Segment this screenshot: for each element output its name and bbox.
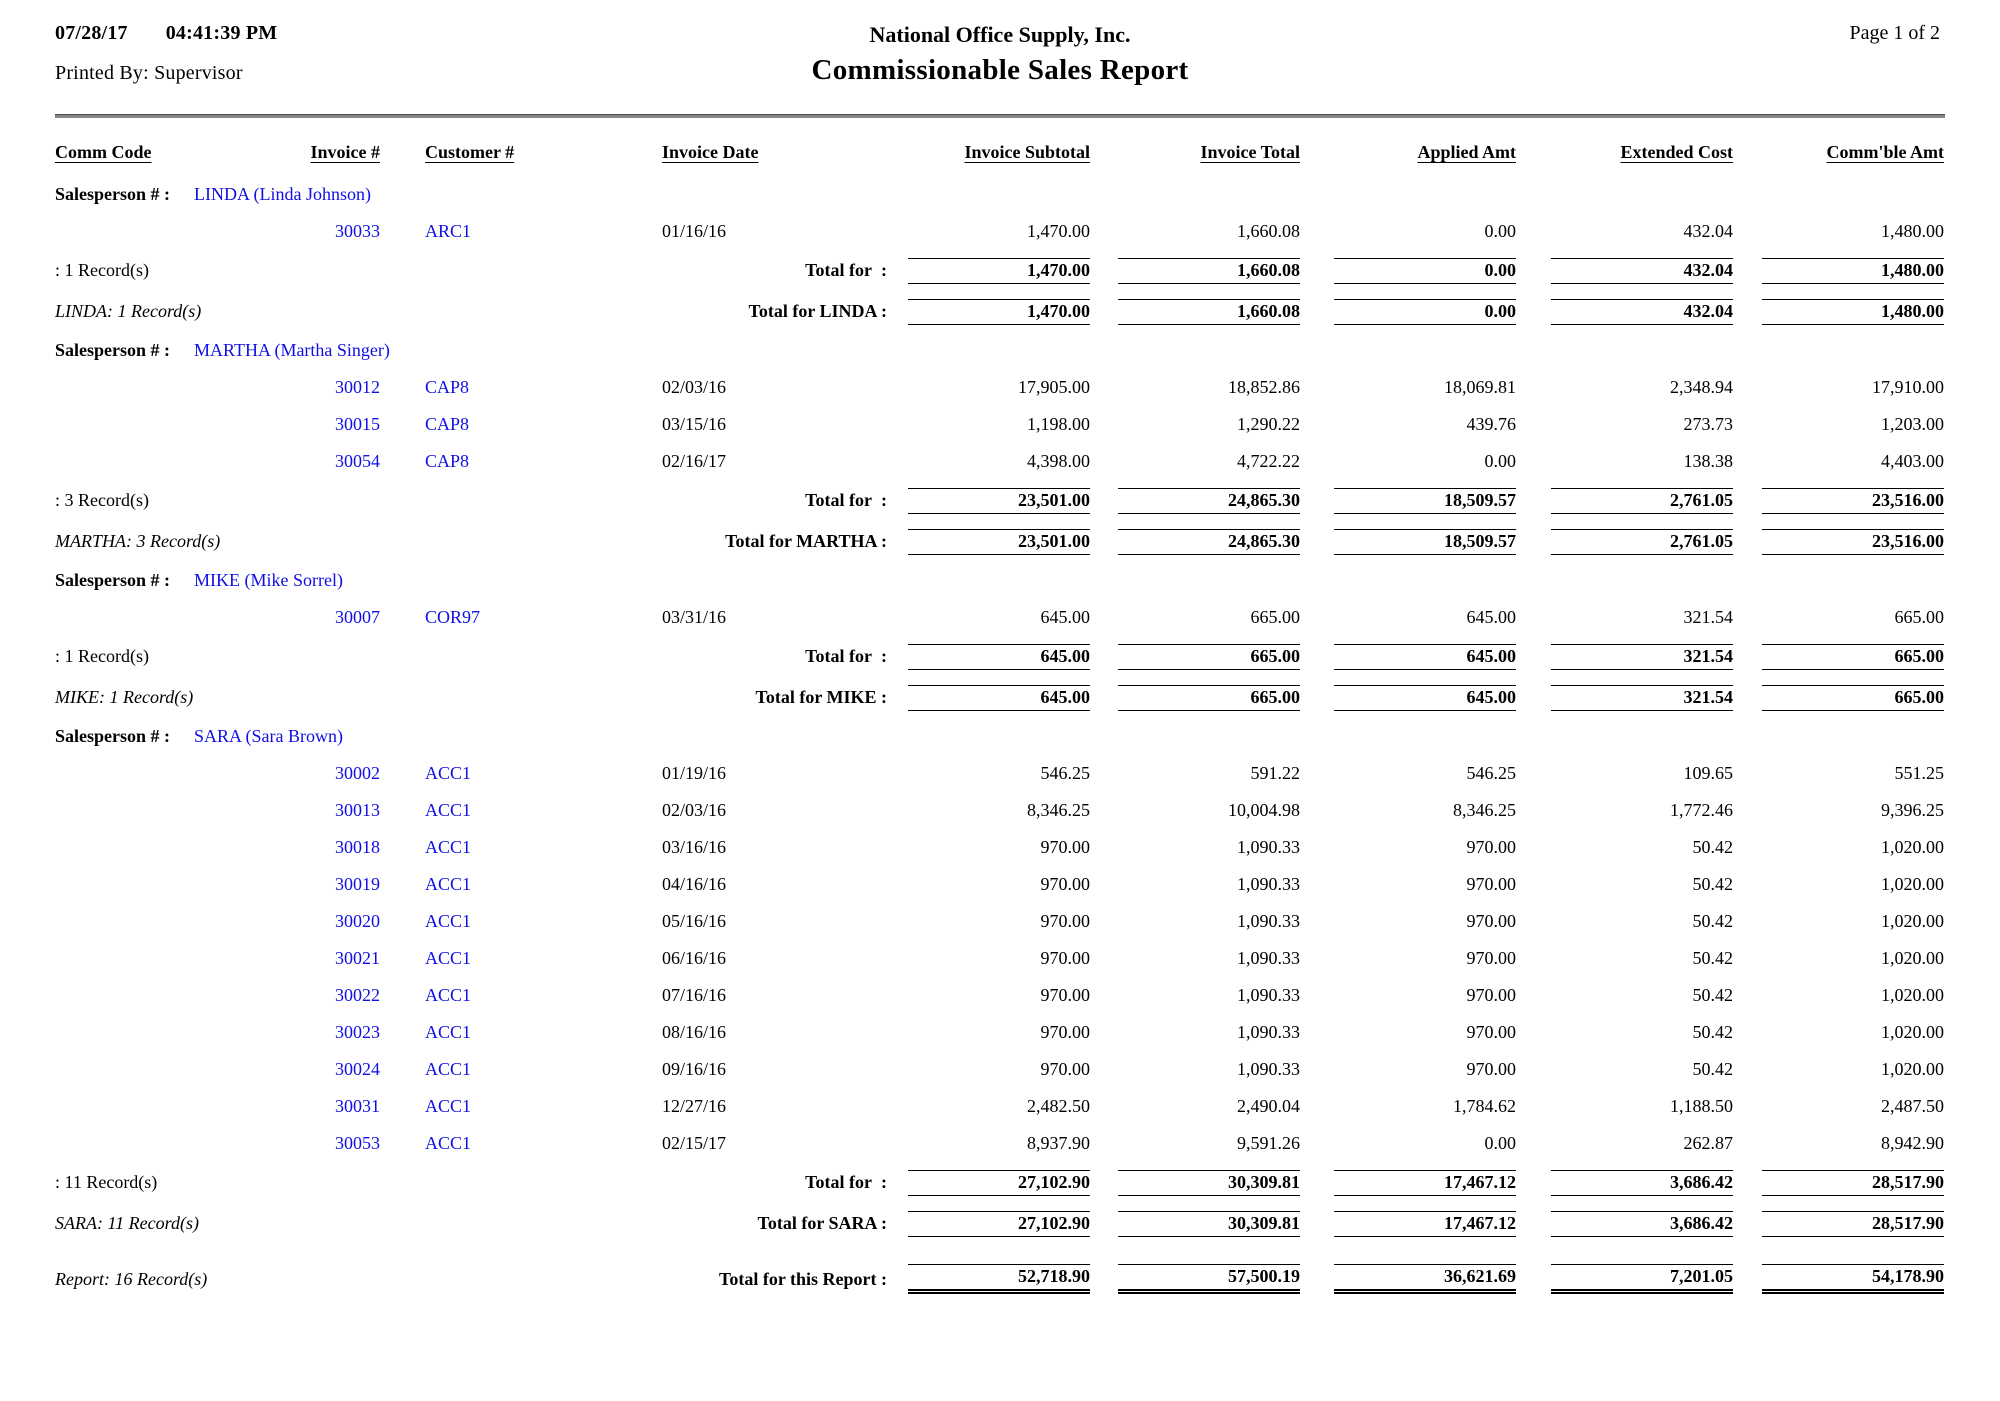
- subtotal-amount-cell: [1516, 1170, 1733, 1196]
- customer-number: CAP8: [425, 451, 470, 471]
- amount-cell: 0.00: [1484, 451, 1516, 471]
- group-total-amount-cell: [1733, 685, 1944, 711]
- invoice-number: 30018: [335, 837, 380, 857]
- amount-cell: 665.00: [1250, 607, 1300, 627]
- invoice-row: [55, 829, 1944, 866]
- invoice-date: 04/16/16: [662, 874, 727, 894]
- group-total-row: [55, 1203, 1944, 1244]
- amount-cell: 18,852.86: [1228, 377, 1300, 397]
- subtotal-amount: 1,480.00: [1762, 258, 1944, 284]
- invoice-row: [55, 406, 1944, 443]
- invoice-row: [55, 1125, 1944, 1162]
- invoice-date: 02/03/16: [662, 800, 727, 820]
- amount-cell: 1,020.00: [1881, 911, 1944, 931]
- subtotal-label: Total for :: [805, 490, 887, 510]
- amount-cell: 18,069.81: [1444, 377, 1516, 397]
- customer-number: ACC1: [425, 1022, 472, 1042]
- group-total-amount-cell: [1733, 1211, 1944, 1237]
- subtotal-amount: 23,501.00: [908, 488, 1090, 514]
- amount-cell: 645.00: [1466, 607, 1516, 627]
- group-total-amount-cell: [1300, 529, 1516, 555]
- report-total-amount: 36,621.69: [1334, 1264, 1516, 1294]
- invoice-row: [55, 866, 1944, 903]
- subtotal-amount: 1,470.00: [908, 258, 1090, 284]
- record-count-label: : 11 Record(s): [55, 1172, 158, 1192]
- subtotal-amount-cell: [1300, 258, 1516, 284]
- amount-cell: 1,784.62: [1453, 1096, 1516, 1116]
- invoice-row: [55, 599, 1944, 636]
- amount-cell: 1,090.33: [1237, 1059, 1300, 1079]
- group-total-amount: 27,102.90: [908, 1211, 1090, 1237]
- amount-cell: 1,290.22: [1237, 414, 1300, 434]
- subtotal-amount: 30,309.81: [1118, 1170, 1300, 1196]
- col-header-applied-amt: Applied Amt: [1417, 141, 1516, 162]
- printed-by: Printed By: Supervisor: [55, 62, 243, 84]
- amount-cell: 1,020.00: [1881, 1022, 1944, 1042]
- report-total-amount-cell: [887, 1264, 1090, 1294]
- amount-cell: 970.00: [1040, 837, 1090, 857]
- invoice-number: 30007: [335, 607, 380, 627]
- col-header-invoice-total: Invoice Total: [1200, 141, 1300, 162]
- subtotal-amount-cell: [887, 644, 1090, 670]
- group-total-amount: 432.04: [1551, 299, 1733, 325]
- group-total-amount-cell: [1300, 299, 1516, 325]
- amount-cell: 17,910.00: [1872, 377, 1944, 397]
- customer-number: ACC1: [425, 874, 472, 894]
- amount-cell: 2,490.04: [1237, 1096, 1300, 1116]
- subtotal-amount-cell: [1733, 488, 1944, 514]
- customer-number: ACC1: [425, 1059, 472, 1079]
- group-total-amount: 1,660.08: [1118, 299, 1300, 325]
- salesperson-row: [55, 332, 1944, 369]
- amount-cell: 1,772.46: [1670, 800, 1733, 820]
- group-total-amount-cell: [887, 299, 1090, 325]
- amount-cell: 8,346.25: [1453, 800, 1516, 820]
- group-record-count: MARTHA: 3 Record(s): [55, 531, 221, 551]
- invoice-date: 01/16/16: [662, 221, 727, 241]
- header-center: [0, 16, 2000, 87]
- amount-cell: 138.38: [1683, 451, 1733, 471]
- group-total-amount: 0.00: [1334, 299, 1516, 325]
- group-total-amount-cell: [1090, 299, 1300, 325]
- amount-cell: 8,937.90: [1027, 1133, 1090, 1153]
- amount-cell: 1,470.00: [1027, 221, 1090, 241]
- subtotal-amount-cell: [1516, 258, 1733, 284]
- amount-cell: 1,090.33: [1237, 911, 1300, 931]
- subtotal-label: Total for :: [805, 646, 887, 666]
- subtotal-amount-cell: [1516, 644, 1733, 670]
- invoice-number: 30023: [335, 1022, 380, 1042]
- page-number: Page 1 of 2: [1849, 22, 1940, 44]
- amount-cell: 1,198.00: [1027, 414, 1090, 434]
- group-total-row: [55, 677, 1944, 718]
- group-total-amount-cell: [887, 1211, 1090, 1237]
- invoice-row: [55, 1088, 1944, 1125]
- amount-cell: 970.00: [1466, 911, 1516, 931]
- salesperson-cell: [55, 570, 1090, 591]
- customer-number: ARC1: [425, 221, 472, 241]
- group-total-amount: 30,309.81: [1118, 1211, 1300, 1237]
- group-total-amount-cell: [1300, 1211, 1516, 1237]
- invoice-number: 30019: [335, 874, 380, 894]
- invoice-number: 30021: [335, 948, 380, 968]
- invoice-number: 30054: [335, 451, 380, 471]
- subtotal-amount-cell: [1516, 488, 1733, 514]
- amount-cell: 17,905.00: [1018, 377, 1090, 397]
- amount-cell: 1,020.00: [1881, 837, 1944, 857]
- customer-number: ACC1: [425, 837, 472, 857]
- amount-cell: 1,660.08: [1237, 221, 1300, 241]
- salesperson-row: [55, 176, 1944, 213]
- salesperson-cell: [55, 340, 1090, 361]
- group-record-count: SARA: 11 Record(s): [55, 1213, 199, 1233]
- subtotal-amount: 3,686.42: [1551, 1170, 1733, 1196]
- invoice-date: 08/16/16: [662, 1022, 727, 1042]
- group-total-amount-cell: [887, 685, 1090, 711]
- customer-number: ACC1: [425, 800, 472, 820]
- amount-cell: 551.25: [1894, 763, 1944, 783]
- subtotal-row: [55, 250, 1944, 291]
- report-total-amount: 7,201.05: [1551, 1264, 1733, 1294]
- subtotal-label: Total for :: [805, 1172, 887, 1192]
- report-total-amount-cell: [1300, 1264, 1516, 1294]
- amount-cell: 50.42: [1692, 911, 1733, 931]
- amount-cell: 439.76: [1466, 414, 1516, 434]
- report-total-amount-cell: [1090, 1264, 1300, 1294]
- amount-cell: 1,020.00: [1881, 948, 1944, 968]
- salesperson-label: Salesperson # :: [55, 570, 171, 590]
- subtotal-amount: 321.54: [1551, 644, 1733, 670]
- report-total-amount-cell: [1733, 1264, 1944, 1294]
- invoice-row: [55, 792, 1944, 829]
- group-record-count: MIKE: 1 Record(s): [55, 687, 194, 707]
- group-total-amount: 3,686.42: [1551, 1211, 1733, 1237]
- subtotal-amount-cell: [1300, 644, 1516, 670]
- subtotal-amount: 27,102.90: [908, 1170, 1090, 1196]
- group-total-amount: 24,865.30: [1118, 529, 1300, 555]
- amount-cell: 262.87: [1683, 1133, 1733, 1153]
- group-total-amount-cell: [887, 529, 1090, 555]
- group-total-amount-cell: [1516, 685, 1733, 711]
- customer-number: ACC1: [425, 985, 472, 1005]
- amount-cell: 665.00: [1894, 607, 1944, 627]
- salesperson-cell: [55, 726, 1090, 747]
- report-header: [0, 16, 2000, 108]
- invoice-date: 07/16/16: [662, 985, 727, 1005]
- subtotal-amount: 24,865.30: [1118, 488, 1300, 514]
- amount-cell: 970.00: [1040, 948, 1090, 968]
- invoice-date: 12/27/16: [662, 1096, 727, 1116]
- invoice-date: 03/31/16: [662, 607, 727, 627]
- group-total-row: [55, 521, 1944, 562]
- customer-number: COR97: [425, 607, 481, 627]
- subtotal-amount: 1,660.08: [1118, 258, 1300, 284]
- col-header-invoice-number: Invoice #: [310, 141, 380, 162]
- invoice-date: 03/15/16: [662, 414, 727, 434]
- group-total-amount: 1,470.00: [908, 299, 1090, 325]
- column-header-row: [55, 128, 1944, 176]
- group-total-amount: 28,517.90: [1762, 1211, 1944, 1237]
- subtotal-row: [55, 1162, 1944, 1203]
- subtotal-label: Total for :: [805, 260, 887, 280]
- subtotal-amount-cell: [1733, 644, 1944, 670]
- col-header-invoice-date: Invoice Date: [662, 141, 759, 162]
- subtotal-amount: 18,509.57: [1334, 488, 1516, 514]
- group-total-amount-cell: [1516, 299, 1733, 325]
- group-total-label: Total for LINDA :: [748, 301, 887, 321]
- subtotal-amount-cell: [1090, 1170, 1300, 1196]
- group-total-amount: 645.00: [1334, 685, 1516, 711]
- amount-cell: 970.00: [1040, 1022, 1090, 1042]
- invoice-number: 30015: [335, 414, 380, 434]
- salesperson-name: MIKE (Mike Sorrel): [194, 570, 343, 590]
- amount-cell: 8,942.90: [1881, 1133, 1944, 1153]
- subtotal-amount-cell: [887, 488, 1090, 514]
- amount-cell: 0.00: [1484, 221, 1516, 241]
- group-total-label: Total for MARTHA :: [725, 531, 887, 551]
- header-divider-rule: [55, 114, 1945, 118]
- amount-cell: 273.73: [1683, 414, 1733, 434]
- col-header-invoice-subtotal: Invoice Subtotal: [964, 141, 1090, 162]
- customer-number: ACC1: [425, 1133, 472, 1153]
- amount-cell: 50.42: [1692, 985, 1733, 1005]
- printed-time: 04:41:39 PM: [165, 22, 278, 44]
- invoice-date: 02/15/17: [662, 1133, 727, 1153]
- invoice-number: 30013: [335, 800, 380, 820]
- amount-cell: 4,398.00: [1027, 451, 1090, 471]
- amount-cell: 2,348.94: [1670, 377, 1733, 397]
- subtotal-amount-cell: [1733, 1170, 1944, 1196]
- report-title: Commissionable Sales Report: [811, 54, 1189, 86]
- group-total-amount: 1,480.00: [1762, 299, 1944, 325]
- amount-cell: 8,346.25: [1027, 800, 1090, 820]
- group-total-amount: 18,509.57: [1334, 529, 1516, 555]
- invoice-number: 30053: [335, 1133, 380, 1153]
- group-total-amount-cell: [1516, 529, 1733, 555]
- group-total-amount-cell: [1090, 1211, 1300, 1237]
- amount-cell: 1,090.33: [1237, 948, 1300, 968]
- customer-number: ACC1: [425, 1096, 472, 1116]
- salesperson-label: Salesperson # :: [55, 184, 171, 204]
- customer-number: ACC1: [425, 911, 472, 931]
- company-name: National Office Supply, Inc.: [869, 22, 1131, 47]
- amount-cell: 970.00: [1466, 837, 1516, 857]
- salesperson-label: Salesperson # :: [55, 340, 171, 360]
- invoice-date: 09/16/16: [662, 1059, 727, 1079]
- amount-cell: 1,090.33: [1237, 1022, 1300, 1042]
- salesperson-name: MARTHA (Martha Singer): [194, 340, 390, 360]
- print-datetime: [55, 22, 277, 45]
- group-total-amount: 23,516.00: [1762, 529, 1944, 555]
- salesperson-row: [55, 718, 1944, 755]
- amount-cell: 10,004.98: [1228, 800, 1300, 820]
- col-header-extended-cost: Extended Cost: [1620, 141, 1733, 162]
- subtotal-amount-cell: [1300, 1170, 1516, 1196]
- report-record-count: Report: 16 Record(s): [55, 1268, 208, 1289]
- amount-cell: 970.00: [1466, 1059, 1516, 1079]
- record-count-label: : 1 Record(s): [55, 646, 149, 666]
- invoice-date: 02/03/16: [662, 377, 727, 397]
- subtotal-amount: 0.00: [1334, 258, 1516, 284]
- amount-cell: 4,403.00: [1881, 451, 1944, 471]
- group-total-amount: 665.00: [1762, 685, 1944, 711]
- salesperson-cell: [55, 184, 1090, 205]
- report-total-amount-cell: [1516, 1264, 1733, 1294]
- subtotal-amount-cell: [1733, 258, 1944, 284]
- salesperson-name: SARA (Sara Brown): [194, 726, 344, 746]
- report-total-label: Total for this Report :: [719, 1268, 887, 1289]
- subtotal-row: [55, 480, 1944, 521]
- report-table: [55, 128, 1944, 1302]
- customer-number: CAP8: [425, 414, 470, 434]
- amount-cell: 1,090.33: [1237, 837, 1300, 857]
- col-header-customer-number: Customer #: [425, 141, 515, 162]
- report-total-row: [55, 1256, 1944, 1302]
- customer-number: CAP8: [425, 377, 470, 397]
- invoice-row: [55, 369, 1944, 406]
- amount-cell: 1,090.33: [1237, 985, 1300, 1005]
- invoice-number: 30031: [335, 1096, 380, 1116]
- amount-cell: 1,090.33: [1237, 874, 1300, 894]
- amount-cell: 1,188.50: [1670, 1096, 1733, 1116]
- amount-cell: 591.22: [1250, 763, 1300, 783]
- invoice-number: 30024: [335, 1059, 380, 1079]
- amount-cell: 2,482.50: [1027, 1096, 1090, 1116]
- amount-cell: 50.42: [1692, 1022, 1733, 1042]
- invoice-row: [55, 1051, 1944, 1088]
- invoice-row: [55, 977, 1944, 1014]
- customer-number: ACC1: [425, 948, 472, 968]
- amount-cell: 1,020.00: [1881, 1059, 1944, 1079]
- amount-cell: 1,203.00: [1881, 414, 1944, 434]
- group-total-amount: 2,761.05: [1551, 529, 1733, 555]
- amount-cell: 546.25: [1040, 763, 1090, 783]
- amount-cell: 970.00: [1040, 874, 1090, 894]
- invoice-number: 30020: [335, 911, 380, 931]
- subtotal-amount: 665.00: [1118, 644, 1300, 670]
- subtotal-amount: 645.00: [908, 644, 1090, 670]
- group-total-amount: 23,501.00: [908, 529, 1090, 555]
- invoice-row: [55, 213, 1944, 250]
- amount-cell: 970.00: [1466, 985, 1516, 1005]
- amount-cell: 970.00: [1040, 1059, 1090, 1079]
- salesperson-name: LINDA (Linda Johnson): [194, 184, 371, 204]
- amount-cell: 970.00: [1040, 911, 1090, 931]
- record-count-label: : 1 Record(s): [55, 260, 149, 280]
- customer-number: ACC1: [425, 763, 472, 783]
- salesperson-row: [55, 562, 1944, 599]
- amount-cell: 4,722.22: [1237, 451, 1300, 471]
- group-total-amount-cell: [1516, 1211, 1733, 1237]
- group-total-amount-cell: [1300, 685, 1516, 711]
- amount-cell: 645.00: [1040, 607, 1090, 627]
- invoice-number: 30033: [335, 221, 380, 241]
- group-total-label: Total for MIKE :: [755, 687, 887, 707]
- amount-cell: 50.42: [1692, 874, 1733, 894]
- subtotal-amount: 17,467.12: [1334, 1170, 1516, 1196]
- report-total-amount: 57,500.19: [1118, 1264, 1300, 1294]
- subtotal-amount-cell: [887, 258, 1090, 284]
- col-header-comm-code: Comm Code: [55, 141, 152, 162]
- col-header-commble-amt: Comm'ble Amt: [1826, 141, 1944, 162]
- subtotal-amount-cell: [1090, 488, 1300, 514]
- report-total-amount: 52,718.90: [908, 1264, 1090, 1294]
- subtotal-amount: 28,517.90: [1762, 1170, 1944, 1196]
- subtotal-amount-cell: [1090, 644, 1300, 670]
- group-record-count: LINDA: 1 Record(s): [55, 301, 202, 321]
- invoice-date: 03/16/16: [662, 837, 727, 857]
- invoice-row: [55, 903, 1944, 940]
- invoice-row: [55, 443, 1944, 480]
- group-total-label: Total for SARA :: [757, 1213, 887, 1233]
- invoice-number: 30022: [335, 985, 380, 1005]
- amount-cell: 109.65: [1683, 763, 1733, 783]
- amount-cell: 546.25: [1466, 763, 1516, 783]
- amount-cell: 970.00: [1466, 948, 1516, 968]
- subtotal-amount: 23,516.00: [1762, 488, 1944, 514]
- subtotal-amount: 432.04: [1551, 258, 1733, 284]
- amount-cell: 9,396.25: [1881, 800, 1944, 820]
- subtotal-amount-cell: [887, 1170, 1090, 1196]
- amount-cell: 0.00: [1484, 1133, 1516, 1153]
- invoice-row: [55, 940, 1944, 977]
- amount-cell: 970.00: [1040, 985, 1090, 1005]
- group-total-row: [55, 291, 1944, 332]
- subtotal-amount-cell: [1090, 258, 1300, 284]
- invoice-number: 30012: [335, 377, 380, 397]
- amount-cell: 50.42: [1692, 948, 1733, 968]
- subtotal-amount: 645.00: [1334, 644, 1516, 670]
- amount-cell: 321.54: [1683, 607, 1733, 627]
- group-total-amount-cell: [1090, 685, 1300, 711]
- report-total-amount: 54,178.90: [1762, 1264, 1944, 1294]
- salesperson-label: Salesperson # :: [55, 726, 171, 746]
- amount-cell: 1,480.00: [1881, 221, 1944, 241]
- amount-cell: 50.42: [1692, 1059, 1733, 1079]
- subtotal-row: [55, 636, 1944, 677]
- group-total-amount-cell: [1090, 529, 1300, 555]
- subtotal-amount: 665.00: [1762, 644, 1944, 670]
- invoice-date: 01/19/16: [662, 763, 727, 783]
- amount-cell: 2,487.50: [1881, 1096, 1944, 1116]
- invoice-row: [55, 755, 1944, 792]
- group-total-amount: 665.00: [1118, 685, 1300, 711]
- invoice-date: 06/16/16: [662, 948, 727, 968]
- invoice-row: [55, 1014, 1944, 1051]
- subtotal-amount: 2,761.05: [1551, 488, 1733, 514]
- subtotal-amount-cell: [1300, 488, 1516, 514]
- invoice-date: 02/16/17: [662, 451, 727, 471]
- amount-cell: 9,591.26: [1237, 1133, 1300, 1153]
- amount-cell: 50.42: [1692, 837, 1733, 857]
- amount-cell: 1,020.00: [1881, 874, 1944, 894]
- group-total-amount: 645.00: [908, 685, 1090, 711]
- group-total-amount: 17,467.12: [1334, 1211, 1516, 1237]
- group-total-amount-cell: [1733, 299, 1944, 325]
- record-count-label: : 3 Record(s): [55, 490, 149, 510]
- amount-cell: 970.00: [1466, 874, 1516, 894]
- printed-date: 07/28/17: [55, 22, 128, 44]
- amount-cell: 1,020.00: [1881, 985, 1944, 1005]
- invoice-number: 30002: [335, 763, 380, 783]
- group-total-amount: 321.54: [1551, 685, 1733, 711]
- group-total-amount-cell: [1733, 529, 1944, 555]
- amount-cell: 432.04: [1683, 221, 1733, 241]
- amount-cell: 970.00: [1466, 1022, 1516, 1042]
- invoice-date: 05/16/16: [662, 911, 727, 931]
